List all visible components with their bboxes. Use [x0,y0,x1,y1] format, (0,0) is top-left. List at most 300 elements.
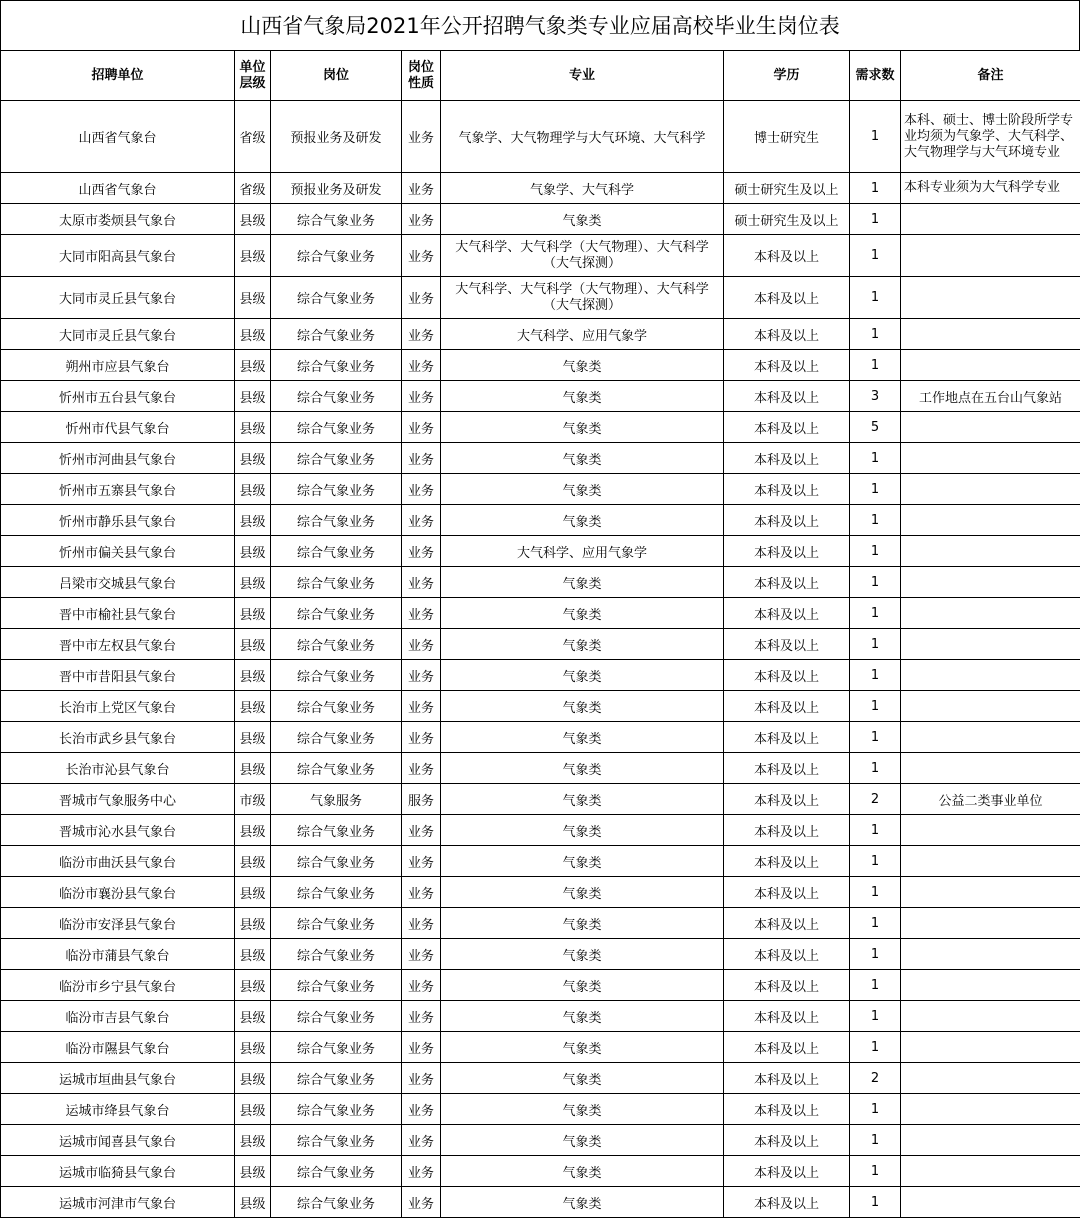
education-cell: 本科及以上 [724,939,850,970]
header-nature-line1: 岗位 [407,59,434,75]
post-cell: 综合气象业务 [271,1187,402,1218]
header-nature [402,51,441,101]
level-cell: 县级 [235,908,271,939]
note-cell [901,277,1080,319]
level-cell: 县级 [235,474,271,505]
table-row [1,1094,1080,1125]
unit-cell: 晋中市左权县气象台 [1,629,235,660]
major-cell: 气象类 [441,1001,724,1032]
level-cell: 县级 [235,846,271,877]
nature-cell: 业务 [402,1094,441,1125]
count-cell: 5 [850,412,901,443]
nature-cell: 业务 [402,691,441,722]
post-cell: 综合气象业务 [271,235,402,277]
level-cell: 县级 [235,505,271,536]
level-cell: 县级 [235,629,271,660]
education-cell: 本科及以上 [724,1125,850,1156]
unit-cell: 大同市灵丘县气象台 [1,277,235,319]
unit-cell: 临汾市襄汾县气象台 [1,877,235,908]
note-cell [901,443,1080,474]
table-body [1,101,1080,1218]
post-cell: 综合气象业务 [271,970,402,1001]
nature-cell: 业务 [402,1125,441,1156]
unit-cell: 忻州市河曲县气象台 [1,443,235,474]
nature-cell: 业务 [402,1063,441,1094]
major-cell: 气象类 [441,598,724,629]
major-cell: 气象类 [441,908,724,939]
education-cell: 本科及以上 [724,970,850,1001]
count-cell: 1 [850,970,901,1001]
note-cell [901,660,1080,691]
table-row [1,877,1080,908]
table-row [1,505,1080,536]
education-cell: 本科及以上 [724,660,850,691]
table-row [1,1125,1080,1156]
level-cell: 县级 [235,567,271,598]
count-cell: 1 [850,505,901,536]
level-cell: 省级 [235,101,271,173]
count-cell: 1 [850,846,901,877]
education-cell: 本科及以上 [724,629,850,660]
count-cell: 1 [850,474,901,505]
count-cell: 1 [850,173,901,204]
table-row [1,101,1080,173]
unit-cell: 山西省气象台 [1,101,235,173]
count-cell: 1 [850,753,901,784]
major-cell: 大气科学、应用气象学 [441,536,724,567]
note-cell [901,691,1080,722]
note-cell [901,1094,1080,1125]
major-cell: 气象学、大气物理学与大气环境、大气科学 [441,101,724,173]
unit-cell: 晋中市昔阳县气象台 [1,660,235,691]
count-cell: 1 [850,1094,901,1125]
post-cell: 综合气象业务 [271,350,402,381]
post-cell: 综合气象业务 [271,319,402,350]
nature-cell: 业务 [402,173,441,204]
level-cell: 县级 [235,815,271,846]
count-cell: 1 [850,350,901,381]
education-cell: 本科及以上 [724,319,850,350]
nature-cell: 业务 [402,1187,441,1218]
nature-cell: 业务 [402,567,441,598]
unit-cell: 晋城市气象服务中心 [1,784,235,815]
nature-cell: 业务 [402,1001,441,1032]
note-cell [901,1032,1080,1063]
post-cell: 综合气象业务 [271,412,402,443]
level-cell: 县级 [235,722,271,753]
note-cell [901,350,1080,381]
count-cell: 1 [850,598,901,629]
unit-cell: 临汾市吉县气象台 [1,1001,235,1032]
table-row [1,1187,1080,1218]
major-cell: 气象类 [441,1187,724,1218]
positions-table [0,50,1080,1218]
major-cell: 气象类 [441,1063,724,1094]
education-cell: 本科及以上 [724,598,850,629]
count-cell: 1 [850,908,901,939]
count-cell: 1 [850,319,901,350]
unit-cell: 临汾市安泽县气象台 [1,908,235,939]
nature-cell: 业务 [402,1032,441,1063]
level-cell: 县级 [235,970,271,1001]
nature-cell: 业务 [402,319,441,350]
note-cell [901,536,1080,567]
count-cell: 1 [850,536,901,567]
post-cell: 综合气象业务 [271,660,402,691]
level-cell: 县级 [235,319,271,350]
post-cell: 综合气象业务 [271,277,402,319]
post-cell: 综合气象业务 [271,598,402,629]
unit-cell: 忻州市代县气象台 [1,412,235,443]
count-cell: 1 [850,660,901,691]
unit-cell: 临汾市乡宁县气象台 [1,970,235,1001]
post-cell: 气象服务 [271,784,402,815]
unit-cell: 运城市绛县气象台 [1,1094,235,1125]
education-cell: 硕士研究生及以上 [724,173,850,204]
count-cell: 1 [850,235,901,277]
major-cell: 大气科学、大气科学（大气物理）、大气科学（大气探测） [441,277,724,319]
nature-cell: 业务 [402,505,441,536]
education-cell: 本科及以上 [724,1187,850,1218]
count-cell: 3 [850,381,901,412]
table-row [1,1001,1080,1032]
note-cell [901,567,1080,598]
note-cell [901,1063,1080,1094]
table-row [1,691,1080,722]
count-cell: 1 [850,567,901,598]
level-cell: 县级 [235,939,271,970]
note-cell [901,1187,1080,1218]
header-major: 专业 [441,51,724,101]
post-cell: 预报业务及研发 [271,173,402,204]
level-cell: 县级 [235,277,271,319]
post-cell: 综合气象业务 [271,204,402,235]
major-cell: 气象类 [441,381,724,412]
education-cell: 博士研究生 [724,101,850,173]
education-cell: 本科及以上 [724,784,850,815]
major-cell: 气象类 [441,660,724,691]
major-cell: 气象类 [441,1094,724,1125]
note-cell [901,474,1080,505]
post-cell: 综合气象业务 [271,536,402,567]
post-cell: 综合气象业务 [271,1063,402,1094]
table-row [1,567,1080,598]
table-row [1,1156,1080,1187]
count-cell: 1 [850,1125,901,1156]
table-row [1,235,1080,277]
nature-cell: 业务 [402,877,441,908]
count-cell: 1 [850,204,901,235]
education-cell: 本科及以上 [724,536,850,567]
header-level [235,51,271,101]
education-cell: 本科及以上 [724,1001,850,1032]
table-row [1,536,1080,567]
unit-cell: 长治市上党区气象台 [1,691,235,722]
education-cell: 本科及以上 [724,815,850,846]
header-nature-line2: 性质 [407,75,434,91]
note-cell [901,722,1080,753]
unit-cell: 大同市阳高县气象台 [1,235,235,277]
education-cell: 本科及以上 [724,908,850,939]
post-cell: 综合气象业务 [271,722,402,753]
table-row [1,443,1080,474]
nature-cell: 业务 [402,101,441,173]
post-cell: 综合气象业务 [271,381,402,412]
count-cell: 1 [850,1001,901,1032]
major-cell: 气象类 [441,412,724,443]
note-cell [901,908,1080,939]
count-cell: 2 [850,784,901,815]
note-cell [901,204,1080,235]
note-cell [901,877,1080,908]
unit-cell: 晋中市榆社县气象台 [1,598,235,629]
nature-cell: 服务 [402,784,441,815]
count-cell: 1 [850,691,901,722]
level-cell: 县级 [235,350,271,381]
education-cell: 本科及以上 [724,877,850,908]
note-cell [901,629,1080,660]
level-cell: 县级 [235,443,271,474]
major-cell: 气象类 [441,753,724,784]
post-cell: 综合气象业务 [271,908,402,939]
unit-cell: 忻州市五寨县气象台 [1,474,235,505]
unit-cell: 朔州市应县气象台 [1,350,235,381]
table-header-row [1,51,1080,101]
major-cell: 气象类 [441,474,724,505]
note-cell [901,319,1080,350]
nature-cell: 业务 [402,350,441,381]
note-cell: 本科、硕士、博士阶段所学专业均须为气象学、大气科学、大气物理学与大气环境专业 [901,101,1080,173]
header-count: 需求数 [850,51,901,101]
count-cell: 2 [850,1063,901,1094]
table-row [1,412,1080,443]
count-cell: 1 [850,629,901,660]
major-cell: 气象类 [441,784,724,815]
nature-cell: 业务 [402,908,441,939]
unit-cell: 运城市河津市气象台 [1,1187,235,1218]
note-cell [901,505,1080,536]
note-cell [901,815,1080,846]
level-cell: 县级 [235,1125,271,1156]
nature-cell: 业务 [402,204,441,235]
note-cell: 本科专业须为大气科学专业 [901,173,1080,204]
level-cell: 县级 [235,1156,271,1187]
education-cell: 本科及以上 [724,1156,850,1187]
level-cell: 县级 [235,598,271,629]
major-cell: 气象类 [441,970,724,1001]
nature-cell: 业务 [402,846,441,877]
table-row [1,722,1080,753]
count-cell: 1 [850,443,901,474]
post-cell: 综合气象业务 [271,1125,402,1156]
post-cell: 综合气象业务 [271,474,402,505]
post-cell: 综合气象业务 [271,691,402,722]
unit-cell: 吕梁市交城县气象台 [1,567,235,598]
note-cell [901,846,1080,877]
education-cell: 本科及以上 [724,412,850,443]
education-cell: 本科及以上 [724,846,850,877]
unit-cell: 运城市闻喜县气象台 [1,1125,235,1156]
nature-cell: 业务 [402,815,441,846]
table-row [1,277,1080,319]
level-cell: 县级 [235,1187,271,1218]
table-row [1,815,1080,846]
level-cell: 县级 [235,1032,271,1063]
education-cell: 本科及以上 [724,1032,850,1063]
table-row [1,204,1080,235]
table-row [1,970,1080,1001]
level-cell: 县级 [235,877,271,908]
major-cell: 气象学、大气科学 [441,173,724,204]
note-cell [901,1125,1080,1156]
major-cell: 气象类 [441,1125,724,1156]
nature-cell: 业务 [402,474,441,505]
education-cell: 硕士研究生及以上 [724,204,850,235]
header-level-line1: 单位 [239,59,266,75]
major-cell: 气象类 [441,443,724,474]
level-cell: 省级 [235,173,271,204]
level-cell: 市级 [235,784,271,815]
unit-cell: 长治市武乡县气象台 [1,722,235,753]
unit-cell: 运城市临猗县气象台 [1,1156,235,1187]
post-cell: 综合气象业务 [271,877,402,908]
nature-cell: 业务 [402,536,441,567]
major-cell: 大气科学、应用气象学 [441,319,724,350]
post-cell: 综合气象业务 [271,1032,402,1063]
table-row [1,939,1080,970]
education-cell: 本科及以上 [724,474,850,505]
level-cell: 县级 [235,204,271,235]
unit-cell: 忻州市偏关县气象台 [1,536,235,567]
count-cell: 1 [850,1156,901,1187]
level-cell: 县级 [235,235,271,277]
table-row [1,629,1080,660]
header-note: 备注 [901,51,1080,101]
nature-cell: 业务 [402,412,441,443]
level-cell: 县级 [235,1063,271,1094]
note-cell: 公益二类事业单位 [901,784,1080,815]
nature-cell: 业务 [402,970,441,1001]
major-cell: 气象类 [441,722,724,753]
note-cell [901,970,1080,1001]
major-cell: 气象类 [441,629,724,660]
table-row [1,846,1080,877]
table-row [1,784,1080,815]
unit-cell: 山西省气象台 [1,173,235,204]
level-cell: 县级 [235,1094,271,1125]
nature-cell: 业务 [402,598,441,629]
table-row [1,350,1080,381]
unit-cell: 运城市垣曲县气象台 [1,1063,235,1094]
count-cell: 1 [850,1187,901,1218]
count-cell: 1 [850,1032,901,1063]
education-cell: 本科及以上 [724,235,850,277]
header-unit: 招聘单位 [1,51,235,101]
note-cell: 工作地点在五台山气象站 [901,381,1080,412]
table-row [1,381,1080,412]
education-cell: 本科及以上 [724,567,850,598]
count-cell: 1 [850,101,901,173]
level-cell: 县级 [235,660,271,691]
post-cell: 综合气象业务 [271,753,402,784]
education-cell: 本科及以上 [724,381,850,412]
level-cell: 县级 [235,412,271,443]
post-cell: 预报业务及研发 [271,101,402,173]
nature-cell: 业务 [402,381,441,412]
education-cell: 本科及以上 [724,691,850,722]
major-cell: 气象类 [441,350,724,381]
major-cell: 气象类 [441,939,724,970]
header-post: 岗位 [271,51,402,101]
table-row [1,1063,1080,1094]
post-cell: 综合气象业务 [271,1156,402,1187]
major-cell: 气象类 [441,1156,724,1187]
count-cell: 1 [850,877,901,908]
table-row [1,319,1080,350]
major-cell: 气象类 [441,567,724,598]
note-cell [901,1156,1080,1187]
education-cell: 本科及以上 [724,350,850,381]
education-cell: 本科及以上 [724,443,850,474]
level-cell: 县级 [235,1001,271,1032]
nature-cell: 业务 [402,1156,441,1187]
note-cell [901,235,1080,277]
nature-cell: 业务 [402,443,441,474]
major-cell: 气象类 [441,877,724,908]
post-cell: 综合气象业务 [271,629,402,660]
unit-cell: 长治市沁县气象台 [1,753,235,784]
table-row [1,753,1080,784]
major-cell: 大气科学、大气科学（大气物理）、大气科学（大气探测） [441,235,724,277]
major-cell: 气象类 [441,846,724,877]
education-cell: 本科及以上 [724,753,850,784]
level-cell: 县级 [235,753,271,784]
major-cell: 气象类 [441,505,724,536]
post-cell: 综合气象业务 [271,815,402,846]
note-cell [901,598,1080,629]
post-cell: 综合气象业务 [271,1094,402,1125]
table-row [1,173,1080,204]
nature-cell: 业务 [402,629,441,660]
unit-cell: 忻州市静乐县气象台 [1,505,235,536]
count-cell: 1 [850,722,901,753]
count-cell: 1 [850,939,901,970]
table-row [1,908,1080,939]
level-cell: 县级 [235,381,271,412]
unit-cell: 晋城市沁水县气象台 [1,815,235,846]
nature-cell: 业务 [402,235,441,277]
major-cell: 气象类 [441,204,724,235]
nature-cell: 业务 [402,277,441,319]
education-cell: 本科及以上 [724,505,850,536]
table-row [1,660,1080,691]
table-row [1,1032,1080,1063]
post-cell: 综合气象业务 [271,1001,402,1032]
nature-cell: 业务 [402,660,441,691]
education-cell: 本科及以上 [724,722,850,753]
level-cell: 县级 [235,691,271,722]
unit-cell: 临汾市曲沃县气象台 [1,846,235,877]
count-cell: 1 [850,815,901,846]
unit-cell: 太原市娄烦县气象台 [1,204,235,235]
note-cell [901,1001,1080,1032]
note-cell [901,939,1080,970]
education-cell: 本科及以上 [724,1094,850,1125]
major-cell: 气象类 [441,815,724,846]
post-cell: 综合气象业务 [271,567,402,598]
nature-cell: 业务 [402,753,441,784]
count-cell: 1 [850,277,901,319]
